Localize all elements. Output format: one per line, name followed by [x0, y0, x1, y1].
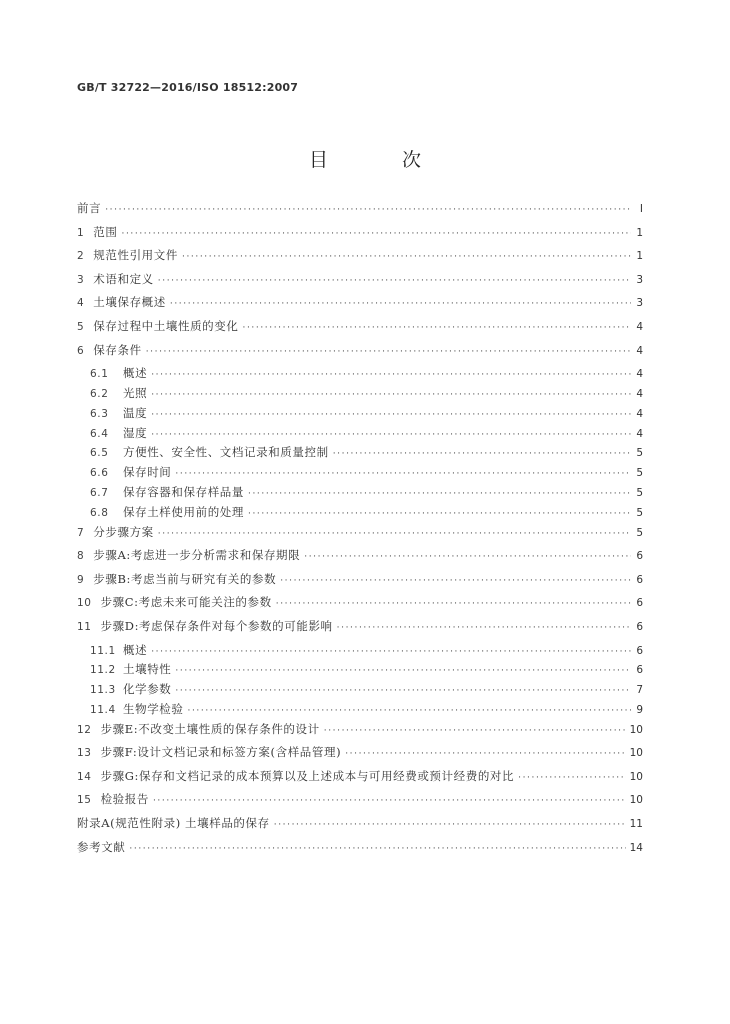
- toc-entry-label: [77, 618, 333, 634]
- toc-entry[interactable]: [77, 224, 643, 248]
- toc-entry-number: 13: [77, 747, 92, 760]
- toc-entry-number: 6.2: [90, 387, 109, 400]
- toc-entry-text: 光照: [123, 385, 148, 400]
- toc-entry-text: 参考文献: [77, 839, 126, 854]
- toc-leader-dots: [175, 666, 631, 676]
- toc-entry-text: 保存土样使用前的处理: [123, 504, 244, 519]
- toc-entry-text: 湿度: [123, 425, 148, 440]
- toc-entry-label: [77, 318, 238, 334]
- toc-leader-dots: [274, 820, 626, 830]
- toc-leader-dots: [158, 529, 631, 539]
- toc-entry-label: [90, 464, 171, 480]
- toc-entry[interactable]: [77, 444, 643, 464]
- toc-entry-label: [77, 594, 272, 610]
- toc-entry-number: 15: [77, 794, 92, 807]
- toc-leader-dots: [280, 576, 631, 586]
- toc-entry-text: 范围: [93, 224, 118, 239]
- toc-entry-text: 附录A(规范性附录) 土壤样品的保存: [77, 816, 270, 831]
- toc-entry[interactable]: [77, 571, 643, 595]
- toc-entry[interactable]: [77, 365, 643, 385]
- toc-entry-number: 5: [77, 320, 85, 333]
- toc-entry-page: Ⅰ: [639, 203, 643, 215]
- toc-entry-number: 7: [77, 526, 85, 539]
- toc-entry-text: 步骤G:保存和文档记录的成本预算以及上述成本与可用经费或预计经费的对比: [100, 768, 515, 783]
- toc-entry-text: 分步骤方案: [93, 524, 154, 539]
- toc-entry-label: [77, 815, 270, 831]
- toc-entry-page: 3: [636, 297, 643, 310]
- toc-entry-label: [77, 247, 178, 263]
- toc-entry-number: 6.3: [90, 407, 109, 420]
- toc-entry-page: 5: [636, 447, 643, 460]
- toc-entry-label: [77, 768, 514, 784]
- toc-entry-label: [77, 839, 125, 855]
- toc-entry[interactable]: [77, 504, 643, 524]
- toc-leader-dots: [248, 509, 631, 519]
- toc-entry[interactable]: [77, 247, 643, 271]
- toc-entry-number: 11.2: [90, 664, 116, 677]
- toc-entry-label: [77, 224, 117, 240]
- toc-entry-label: [90, 504, 244, 520]
- toc-entry-number: 11.1: [90, 644, 116, 657]
- toc-entry[interactable]: [77, 744, 643, 768]
- table-of-contents: [77, 200, 643, 862]
- toc-entry-label: [90, 484, 244, 500]
- toc-entry-label: [90, 405, 147, 421]
- toc-entry-page: 4: [636, 427, 643, 440]
- toc-leader-dots: [151, 390, 631, 400]
- toc-entry[interactable]: [77, 642, 643, 662]
- toc-entry[interactable]: [77, 342, 643, 366]
- toc-entry-page: 6: [636, 620, 643, 633]
- toc-entry-text: 步骤E:不改变土壤性质的保存条件的设计: [100, 721, 320, 736]
- toc-entry[interactable]: [77, 701, 643, 721]
- toc-entry-label: [90, 642, 147, 658]
- toc-entry[interactable]: [77, 547, 643, 571]
- toc-entry-page: 4: [636, 344, 643, 357]
- toc-entry-page: 5: [636, 506, 643, 519]
- toc-leader-dots: [175, 469, 631, 479]
- toc-entry[interactable]: [77, 661, 643, 681]
- toc-entry-text: 步骤C:考虑未来可能关注的参数: [100, 595, 272, 610]
- toc-entry-label: [77, 200, 101, 216]
- toc-leader-dots: [518, 773, 626, 783]
- toc-entry-label: [77, 294, 166, 310]
- toc-entry[interactable]: [77, 791, 643, 815]
- toc-entry-text: 概述: [123, 642, 148, 657]
- toc-entry-number: 8: [77, 550, 85, 563]
- toc-entry[interactable]: [77, 200, 643, 224]
- toc-entry-page: 4: [636, 407, 643, 420]
- toc-entry-label: [90, 365, 147, 381]
- toc-entry-number: 11.4: [90, 703, 116, 716]
- toc-entry[interactable]: [77, 385, 643, 405]
- toc-entry-label: [77, 524, 154, 540]
- toc-entry-number: 4: [77, 297, 85, 310]
- toc-leader-dots: [324, 726, 626, 736]
- toc-entry-label: [77, 744, 341, 760]
- toc-leader-dots: [276, 599, 631, 609]
- toc-entry[interactable]: [77, 768, 643, 792]
- toc-entry-number: 6: [77, 344, 85, 357]
- toc-entry-page: 10: [629, 770, 643, 783]
- toc-leader-dots: [248, 489, 631, 499]
- toc-leader-dots: [151, 647, 631, 657]
- toc-leader-dots: [170, 299, 631, 309]
- toc-entry-number: 11.3: [90, 684, 116, 697]
- toc-entry[interactable]: [77, 294, 643, 318]
- toc-entry-page: 4: [636, 387, 643, 400]
- toc-entry-text: 土壤保存概述: [93, 295, 166, 310]
- toc-entry-number: 6.5: [90, 447, 109, 460]
- toc-entry-text: 化学参数: [123, 682, 172, 697]
- toc-leader-dots: [182, 252, 631, 262]
- toc-leader-dots: [146, 347, 631, 357]
- toc-entry-label: [77, 571, 276, 587]
- toc-entry-page: 10: [629, 747, 643, 760]
- toc-entry-page: 1: [636, 226, 643, 239]
- toc-leader-dots: [175, 686, 631, 696]
- toc-leader-dots: [151, 410, 631, 420]
- toc-entry-text: 温度: [123, 405, 148, 420]
- toc-entry-label: [90, 425, 147, 441]
- toc-entry-text: 步骤D:考虑保存条件对每个参数的可能影响: [100, 618, 333, 633]
- page-title: 目 次: [308, 149, 456, 171]
- toc-entry-page: 6: [636, 664, 643, 677]
- toc-entry-text: 步骤A:考虑进一步分析需求和保存期限: [93, 548, 301, 563]
- toc-entry-number: 2: [77, 250, 85, 263]
- toc-entry-text: 步骤F:设计文档记录和标签方案(含样品管理): [100, 745, 342, 760]
- toc-leader-dots: [333, 449, 631, 459]
- toc-entry-page: 10: [629, 794, 643, 807]
- toc-entry-number: 6.6: [90, 467, 109, 480]
- toc-entry[interactable]: [77, 484, 643, 504]
- toc-entry[interactable]: [77, 425, 643, 445]
- toc-leader-dots: [158, 276, 631, 286]
- toc-entry-number: 6.1: [90, 368, 109, 381]
- toc-leader-dots: [188, 706, 632, 716]
- toc-entry-text: 检验报告: [100, 792, 149, 807]
- toc-entry[interactable]: [77, 681, 643, 701]
- toc-leader-dots: [105, 205, 631, 215]
- toc-entry-label: [77, 791, 149, 807]
- toc-leader-dots: [345, 749, 625, 759]
- toc-entry-label: [90, 701, 184, 717]
- toc-entry-text: 规范性引用文件: [93, 248, 178, 263]
- toc-entry-number: 12: [77, 723, 92, 736]
- toc-entry-label: [90, 681, 171, 697]
- toc-entry-text: 前言: [77, 201, 102, 215]
- toc-entry-number: 11: [77, 620, 92, 633]
- toc-entry-label: [90, 444, 329, 460]
- toc-entry-number: 14: [77, 770, 92, 783]
- toc-entry-number: 9: [77, 573, 85, 586]
- toc-entry-text: 生物学检验: [123, 701, 184, 716]
- toc-leader-dots: [129, 844, 625, 854]
- toc-entry-page: 5: [636, 526, 643, 539]
- toc-entry-text: 保存容器和保存样品量: [123, 484, 244, 499]
- toc-entry-page: 6: [636, 644, 643, 657]
- toc-entry-number: 6.4: [90, 427, 109, 440]
- toc-entry-text: 方便性、安全性、文档记录和质量控制: [123, 445, 329, 460]
- toc-entry[interactable]: [77, 405, 643, 425]
- toc-entry-number: 3: [77, 273, 85, 286]
- toc-entry-number: 6.8: [90, 506, 109, 519]
- toc-entry-text: 步骤B:考虑当前与研究有关的参数: [93, 571, 277, 586]
- toc-entry-page: 4: [636, 368, 643, 381]
- toc-entry[interactable]: [77, 524, 643, 548]
- toc-leader-dots: [337, 623, 631, 633]
- toc-entry-text: 土壤特性: [123, 662, 172, 677]
- toc-entry-text: 保存过程中土壤性质的变化: [93, 318, 239, 333]
- toc-entry-page: 14: [629, 841, 643, 854]
- toc-entry[interactable]: [77, 839, 643, 863]
- toc-entry-page: 4: [636, 320, 643, 333]
- toc-entry-label: [77, 271, 154, 287]
- toc-leader-dots: [151, 370, 631, 380]
- toc-entry-text: 保存时间: [123, 465, 172, 480]
- toc-leader-dots: [242, 323, 631, 333]
- toc-entry-page: 3: [636, 273, 643, 286]
- toc-entry-page: 11: [629, 818, 643, 831]
- toc-entry-page: 6: [636, 550, 643, 563]
- toc-entry-label: [90, 661, 171, 677]
- toc-entry[interactable]: [77, 721, 643, 745]
- toc-entry[interactable]: [77, 594, 643, 618]
- toc-entry[interactable]: [77, 318, 643, 342]
- toc-leader-dots: [304, 552, 631, 562]
- toc-entry-page: 7: [636, 684, 643, 697]
- toc-entry-text: 概述: [123, 366, 148, 381]
- toc-leader-dots: [151, 430, 631, 440]
- toc-entry-page: 5: [636, 486, 643, 499]
- toc-entry-page: 6: [636, 597, 643, 610]
- toc-leader-dots: [153, 796, 626, 806]
- toc-entry-label: [90, 385, 147, 401]
- toc-entry-label: [77, 721, 320, 737]
- toc-entry[interactable]: [77, 464, 643, 484]
- toc-entry-page: 1: [636, 250, 643, 263]
- toc-entry-number: 10: [77, 597, 92, 610]
- toc-leader-dots: [121, 229, 631, 239]
- toc-entry[interactable]: [77, 618, 643, 642]
- toc-entry-page: 9: [636, 703, 643, 716]
- toc-entry-page: 5: [636, 467, 643, 480]
- toc-entry-page: 6: [636, 573, 643, 586]
- toc-entry-number: 1: [77, 226, 85, 239]
- toc-entry-label: [77, 342, 142, 358]
- toc-entry-text: 术语和定义: [93, 271, 154, 286]
- toc-entry-label: [77, 547, 300, 563]
- standard-code-header: GB/T 32722—2016/ISO 18512:2007: [77, 81, 299, 94]
- toc-entry-page: 10: [629, 723, 643, 736]
- toc-entry[interactable]: [77, 271, 643, 295]
- toc-entry-number: 6.7: [90, 486, 109, 499]
- toc-entry[interactable]: [77, 815, 643, 839]
- toc-entry-text: 保存条件: [93, 342, 142, 357]
